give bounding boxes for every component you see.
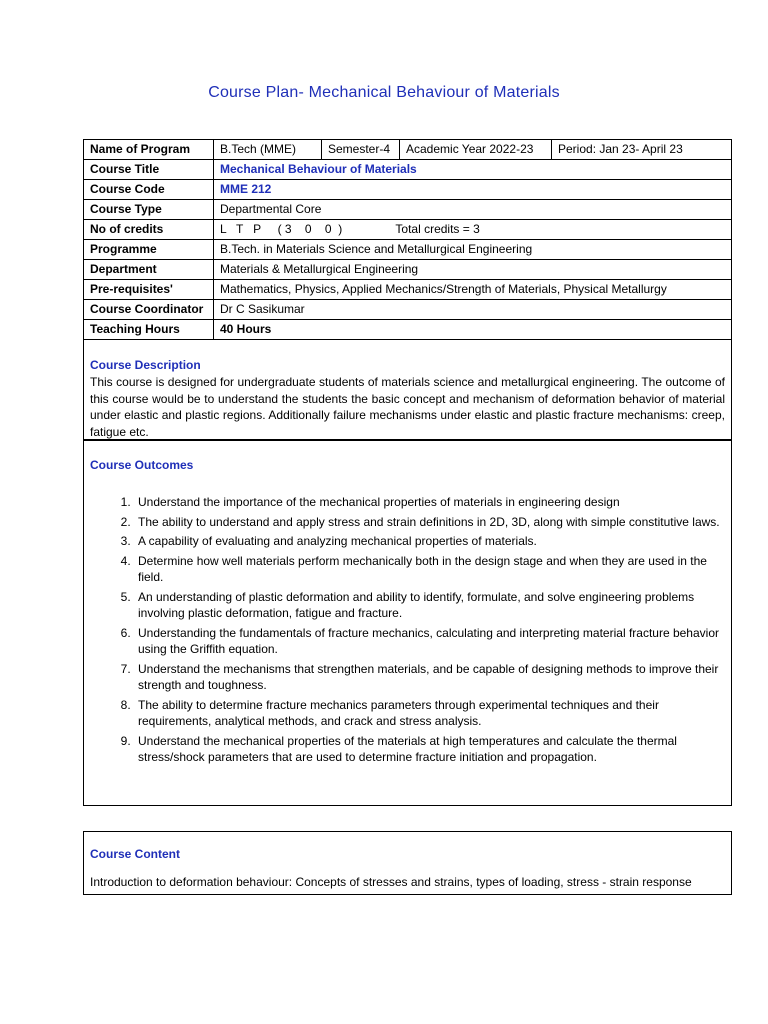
table-row [84, 280, 732, 300]
row-label: Course Title [84, 160, 214, 180]
row-label: Course Coordinator [84, 300, 214, 320]
table-row [84, 240, 732, 260]
course-outcomes-section [83, 440, 732, 806]
period: Period: Jan 23- April 23 [558, 142, 683, 156]
list-item: 8. The ability to determine fracture mechanics parameters through experimental techniques and their requirements, analytical methods, and crack and stress analysis. [134, 697, 725, 729]
table-row [84, 180, 732, 200]
row-label: No of credits [84, 220, 214, 240]
list-item: 6. Understanding the fundamentals of fracture mechanics, calculating and interpreting material fracture behavior using the Griffith equation. [134, 625, 725, 657]
course-description-heading: Course Description [90, 358, 201, 372]
list-item: 1. Understand the importance of the mechanical properties of materials in engineering design [134, 494, 725, 510]
table-row [84, 320, 732, 340]
list-item: 2. The ability to understand and apply stress and strain definitions in 2D, 3D, along with simple constitutive laws. [134, 514, 725, 530]
row-value: Departmental Core [214, 200, 732, 220]
list-item: 3. A capability of evaluating and analyzing mechanical properties of materials. [134, 533, 725, 549]
academic-year: Academic Year 2022-23 [400, 140, 552, 159]
course-outcomes-heading: Course Outcomes [90, 458, 194, 472]
row-label: Course Type [84, 200, 214, 220]
program-cells [214, 140, 732, 160]
table-row-program [84, 140, 732, 160]
row-value: Mechanical Behaviour of Materials [214, 160, 732, 180]
course-info-table [83, 139, 732, 340]
row-label: Programme [84, 240, 214, 260]
list-item: 7. Understand the mechanisms that strengthen materials, and be capable of designing methods to improve their strength and toughness. [134, 661, 725, 693]
row-value: Dr C Sasikumar [214, 300, 732, 320]
table-row [84, 200, 732, 220]
course-description-text: This course is designed for undergraduate students of materials science and metallurgical engineering. The outcome of this course would be to understand the students the basic concept and mechanism of deformation behavior of material under elastic and plastic regions. Additionally failure mechanisms under elastic and plastic fracture mechanisms: creep, fatigue etc. [90, 375, 725, 439]
table-row [84, 260, 732, 280]
row-value: 40 Hours [214, 320, 732, 340]
table-row [84, 220, 732, 240]
course-outcomes-list [90, 494, 725, 765]
course-description-section [83, 339, 732, 440]
row-label: Course Code [84, 180, 214, 200]
course-content-section [83, 831, 732, 895]
semester: Semester-4 [322, 140, 400, 159]
row-value: B.Tech. in Materials Science and Metallurgical Engineering [214, 240, 732, 260]
row-label: Teaching Hours [84, 320, 214, 340]
row-value: Mathematics, Physics, Applied Mechanics/Strength of Materials, Physical Metallurgy [214, 280, 732, 300]
row-label: Department [84, 260, 214, 280]
row-label: Pre-requisites' [84, 280, 214, 300]
row-value: Materials & Metallurgical Engineering [214, 260, 732, 280]
table-row [84, 300, 732, 320]
row-value: MME 212 [214, 180, 732, 200]
program-label: Name of Program [84, 140, 214, 160]
table-row [84, 160, 732, 180]
document-title: Course Plan- Mechanical Behaviour of Materials [208, 84, 560, 101]
list-item: 9. Understand the mechanical properties of the materials at high temperatures and calculate the thermal stress/shock parameters that are used to determine fracture initiation and propagation. [134, 733, 725, 765]
course-content-heading: Course Content [90, 847, 180, 861]
course-content-text: Introduction to deformation behaviour: Concepts of stresses and strains, types of loading, stress - strain response [90, 875, 692, 889]
list-item: 4. Determine how well materials perform mechanically both in the design stage and when they are used in the field. [134, 553, 725, 585]
list-item: 5. An understanding of plastic deformation and ability to identify, formulate, and solve engineering problems involving plastic deformation, fatigue and fracture. [134, 589, 725, 621]
row-value: L T P ( 3 0 0 ) Total credits = 3 [214, 220, 732, 240]
program-name: B.Tech (MME) [214, 140, 322, 159]
